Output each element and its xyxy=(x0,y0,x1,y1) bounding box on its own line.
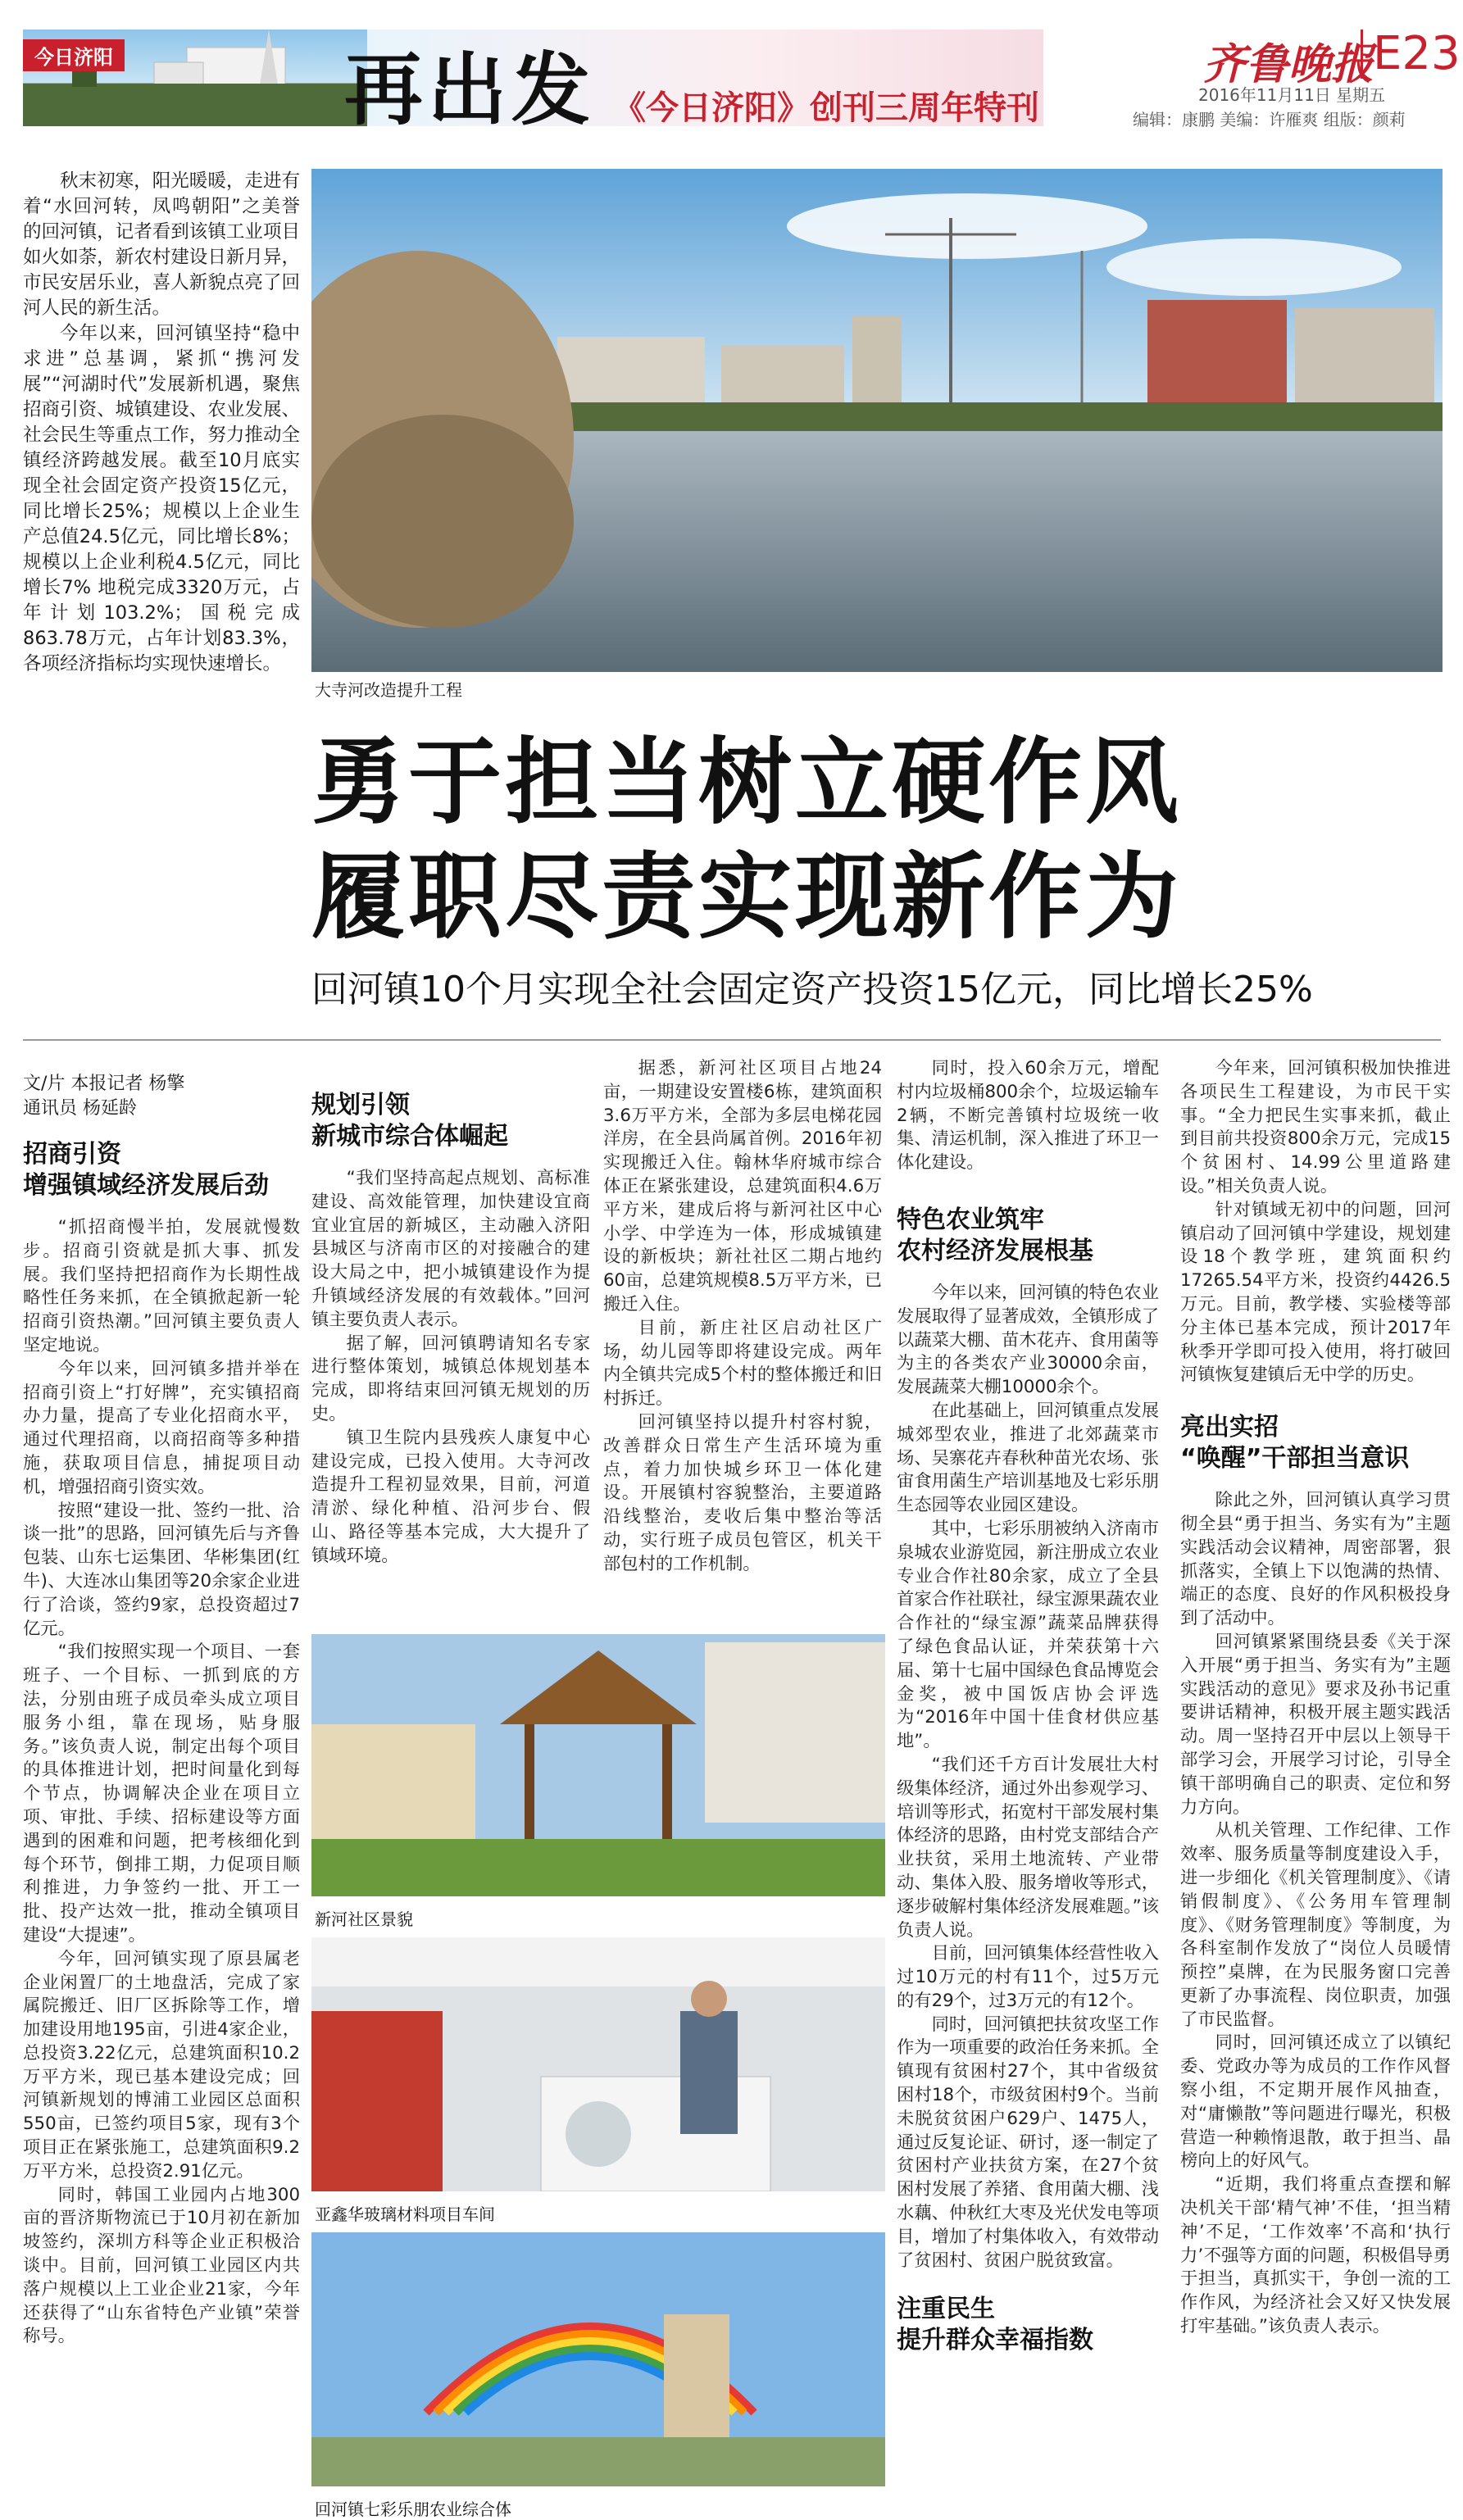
photo-caption: 新河社区景貌 xyxy=(315,1909,413,1929)
special-issue-title: 《今日济阳》创刊三周年特刊 xyxy=(613,89,1039,127)
section-heading: 注重民生 提升群众幸福指数 xyxy=(897,2295,1093,2355)
section-label: 今日济阳 xyxy=(23,39,125,71)
river-landscape-image xyxy=(311,169,1443,672)
article-column xyxy=(23,1139,300,2500)
paragraph: 除此之外，回河镇认真学习贯彻全县“勇于担当、务实有为”主题实践活动会议精神，周密部署，狠抓落实，全镇上下以饱满的热情、端正的态度、良好的作风积极投身到了活动中。 xyxy=(1180,1490,1451,1629)
paragraph: 同时，韩国工业园内占地300亩的晋济斯物流已于10月初在新加坡签约，深圳方科等企业正积极洽谈中。目前，回河镇工业园区内共落户规模以上工业企业21家，今年还获得了“山东省特色产业镇”荣誉称号。 xyxy=(23,2184,300,2347)
paragraph: 回河镇紧紧围绕县委《关于深入开展“勇于担当、务实有为”主题实践活动的意见》要求及孙书记重要讲话精神，积极开展主题实践活动。周一坚持召开中层以上领导干部学习会，开展学习讨论，引导全镇干部明确自己的职责、定位和努力方向。 xyxy=(1180,1631,1451,1818)
article-column xyxy=(1180,1057,1451,2508)
photo-caption: 回河镇七彩乐朋农业综合体 xyxy=(315,2500,511,2519)
rainbow-gate-image xyxy=(311,2232,885,2486)
paragraph: 同时，回河镇把扶贫攻坚工作作为一项重要的政治任务来抓。全镇现有贫困村27个，其中省级贫困村18个，市级贫困村9个。当前未脱贫贫困户629户、1475人，通过反复论证、研讨，逐一制定了贫困村产业扶贫方案，在27个贫困村发展了养猪、食用菌大棚、浅水藕、仲秋红大枣及光伏发电等项目，增加了村集体收入，有效带动了贫困村、贫困户脱贫致富。 xyxy=(897,2014,1159,2271)
newspaper-name: 齐鲁晚报 xyxy=(1203,39,1374,89)
paragraph: “我们还千方百计发展壮大村级集体经济，通过外出参观学习、培训等形式，拓宽村干部发展村集体经济的思路，由村党支部结合产业扶贫，采用土地流转、产业带动、集体入股、服务增收等形式，逐步破解村集体经济发展难题。”该负责人说。 xyxy=(897,1754,1159,1941)
workshop-photo xyxy=(311,1937,885,2191)
paragraph: 按照“建设一批、签约一批、洽谈一批”的思路，回河镇先后与齐鲁包装、山东七运集团、华彬集团(红牛)、大连冰山集团等20余家企业进行了洽谈，签约9家，总投资超过7亿元。 xyxy=(23,1500,300,1639)
paragraph: “抓招商慢半拍，发展就慢数步。招商引资就是抓大事、抓发展。我们坚持把招商作为长期性战略性任务来抓，在全镇掀起新一轮招商引资热潮。”回河镇主要负责人坚定地说。 xyxy=(23,1217,300,1355)
byline xyxy=(23,1072,184,1121)
intro-text xyxy=(23,169,300,677)
factory-workshop-image xyxy=(311,1937,885,2191)
article-column xyxy=(311,1090,590,1590)
paragraph: “我们坚持高起点规划、高标准建设、高效能管理，加快建设宜商宜业宜居的新城区，主动融入济阳县城区与济南市区的对接融合的建设大局之中，把小城镇建设作为提升镇域经济发展的有效载体。”回河镇主要负责人表示。 xyxy=(311,1168,590,1330)
community-photo xyxy=(311,1634,885,1896)
paragraph: 镇卫生院内县残疾人康复中心建设完成，已投入使用。大寺河改造提升工程初显效果，目前，河道清淤、绿化种植、沿河步台、假山、路径等基本完成，大大提升了镇域环境。 xyxy=(311,1427,590,1566)
river-photo xyxy=(311,169,1443,672)
section-heading: 招商引资 增强镇域经济发展后劲 xyxy=(23,1140,269,1200)
issue-date: 2016年11月11日 星期五 xyxy=(1198,85,1386,105)
paragraph: 今年，回河镇实现了原县属老企业闲置厂的土地盘活，完成了家属院搬迁、旧厂区拆除等工作，增加建设用地195亩，引进4家企业，总投资3.22亿元，总建筑面积10.2万平方米，现已基本建设完成；回河镇新规划的博浦工业园区总面积550亩，已签约项目5家，现有3个项目正在紧张施工，总建筑面积9.2万平方米，总投资2.91亿元。 xyxy=(23,1948,300,2182)
headline xyxy=(311,725,1451,955)
paragraph: 目前，回河镇集体经营性收入过10万元的村有11个，过5万元的有29个，过3万元的有12个。 xyxy=(897,1943,1159,2011)
page-number: E23 xyxy=(1361,30,1461,79)
paragraph: “近期，我们将重点查摆和解决机关干部‘精气神’不佳，‘担当精神’不足，‘工作效率’不高和‘执行力’不强等方面的问题，积极倡导勇于担当，真抓实干，争创一流的工作作风，为经济社会又好又快发展打牢基础。”该负责人表示。 xyxy=(1180,2174,1451,2337)
paragraph: 从机关管理、工作纪律、工作效率、服务质量等制度建设入手，进一步细化《机关管理制度》、《请销假制度》、《公务用车管理制度》、《财务管理制度》等制度，为各科室制作发放了“岗位人员暖情预控”桌牌，在为民服务窗口完善更新了办事流程、岗位职责，加强了市民监督。 xyxy=(1180,1820,1451,2030)
paragraph: 同时，投入60余万元，增配村内垃圾桶800余个，垃圾运输车2辆，不断完善镇村垃圾统一收集、清运机制，深入推进了环卫一体化建设。 xyxy=(897,1058,1159,1174)
pavilion-image xyxy=(311,1634,885,1896)
headline-line: 勇于担当树立硬作风 xyxy=(311,728,1183,837)
subheadline: 回河镇10个月实现全社会固定资产投资15亿元，同比增长25% xyxy=(311,969,1313,1010)
paragraph: 今年来，回河镇积极加快推进各项民生工程建设，为市民干实事。“全力把民生实事来抓，截止到目前共投资800余万元，完成15个贫困村、14.99公里道路建设。”相关负责人说。 xyxy=(1180,1058,1451,1196)
paragraph: 针对镇域无初中的问题，回河镇启动了回河镇中学建设，规划建设18个教学班，建筑面积约17265.54平方米，投资约4426.5万元。目前，教学楼、实验楼等部分主体已基本完成，预计2017年秋季开学即可投入使用，将打破回河镇恢复建镇后无中学的历史。 xyxy=(1180,1199,1451,1386)
agri-photo xyxy=(311,2232,885,2486)
section-heading: 规划引领 新城市综合体崛起 xyxy=(311,1091,508,1151)
paragraph: 今年以来，回河镇多措并举在招商引资上“打好牌”，充实镇招商办力量，提高了专业化招商水平，通过代理招商，以商招商等多种措施，获取项目信息，捕捉项目动机，增强招商引资实效。 xyxy=(23,1358,300,1497)
section-heading: 特色农业筑牢 农村经济发展根基 xyxy=(897,1205,1093,1265)
photo-caption: 亚鑫华玻璃材料项目车间 xyxy=(315,2204,495,2224)
paragraph: 目前，新庄社区启动社区广场，幼儿园等即将建设完成。两年内全镇共完成5个村的整体搬迁和旧村拆迁。 xyxy=(603,1317,882,1410)
paragraph: 其中，七彩乐朋被纳入济南市泉城农业游览园，新注册成立农业专业合作社80余家，成立了全县首家合作社联社，绿宝源果蔬农业合作社的“绿宝源”蔬菜品牌获得了绿色食品认证，并荣获第十六届、第十七届中国绿色食品博览会金奖，被中国饭店协会评选为“2016年中国十佳食材供应基地”。 xyxy=(897,1518,1159,1752)
intro-paragraph: 秋末初寒，阳光暖暖，走进有着“水回河转，凤鸣朝阳”之美誉的回河镇，记者看到该镇工业项目如火如荼，新农村建设日新月异，市民安居乐业，喜人新貌点亮了回河人民的新生活。 xyxy=(23,170,300,319)
byline-line: 文/片 本报记者 杨擎 xyxy=(23,1074,185,1094)
paragraph: 据了解，回河镇聘请知名专家进行整体策划，城镇总体规划基本完成，即将结束回河镇无规划的历史。 xyxy=(311,1333,590,1424)
intro-paragraph: 今年以来，回河镇坚持“稳中求进”总基调，紧抓“携河发展”“河湖时代”发展新机遇，聚焦招商引资、城镇建设、农业发展、社会民生等重点工作，努力推动全镇经济跨越发展。截至10月底实现全社会固定资产投资15亿元，同比增长25%；规模以上企业生产总值24.5亿元，同比增长8%；规模以上企业利税4.5亿元，同比增长7% 地税完成3320万元，占年计划103.2%；国税完成863.78万元，占年计划83.3%，各项经济指标均实现快速增长。 xyxy=(23,323,300,674)
page-header xyxy=(0,0,1463,139)
headline-line: 履职尽责实现新作为 xyxy=(311,842,1183,951)
article-column xyxy=(897,1057,1159,2508)
article-column xyxy=(603,1057,882,1587)
special-logo: 再出发 xyxy=(344,43,595,136)
paragraph: 在此基础上，回河镇重点发展城郊型农业，推进了北郊蔬菜市场、吴寨花卉春秋种苗光农场、张宙食用菌生产培训基地及七彩乐朋生态园等农业园区建设。 xyxy=(897,1400,1159,1516)
paragraph: 同时，回河镇还成立了以镇纪委、党政办等为成员的工作作风督察小组，不定期开展作风抽查，对“庸懒散”等问题进行曝光，积极营造一种赖惰退散，敢于担当、晶榜向上的好风气。 xyxy=(1180,2032,1451,2172)
paragraph: 回河镇坚持以提升村容村貌，改善群众日常生产生活环境为重点，着力加快城乡环卫一体化建设。开展镇村容貌整治，主要道路沿线整治，麦收后集中整治等活动，实行班子成员包管区，机关干部包村的工作机制。 xyxy=(603,1411,882,1574)
paragraph: “我们按照实现一个项目、一套班子、一个目标、一抓到底的方法，分别由班子成员牵头成立项目服务小组，靠在现场，贴身服务。”该负责人说，制定出每个项目的具体推进计划，把时间量化到每个节点，协调解决企业在项目立项、审批、手续、招标建设等方面遇到的困难和问题，把考核细化到每个环节，倒排工期，力促项目顺利推进，力争签约一批、开工一批、投产达效一批，推动全镇项目建设“大提速”。 xyxy=(23,1641,300,1946)
section-heading: 亮出实招 “唤醒”干部担当意识 xyxy=(1180,1413,1410,1473)
paragraph: 今年以来，回河镇的特色农业发展取得了显著成效，全镇形成了以蔬菜大棚、苗木花卉、食用菌等为主的各类农产业30000余亩，发展蔬菜大棚10000余个。 xyxy=(897,1282,1159,1398)
editor-credits: 编辑：康鹏 美编：许雁爽 组版：颜莉 xyxy=(1133,110,1406,129)
divider xyxy=(23,1039,1441,1041)
byline-line: 通讯员 杨延龄 xyxy=(23,1098,137,1119)
photo-caption: 大寺河改造提升工程 xyxy=(315,680,462,700)
paragraph: 据悉，新河社区项目占地24亩，一期建设安置楼6栋，建筑面积3.6万平方米，全部为多层电梯花园洋房，在全县尚属首例。2016年初实现搬迁入住。翰林华府城市综合体正在紧张建设，总建筑面积4.6万平方米，建成后将与新河社区中心小学、中学连为一体，形成城镇建设的新板块；新社社区二期占地约60亩，总建筑规模8.5万平方米，已搬迁入住。 xyxy=(603,1058,882,1314)
